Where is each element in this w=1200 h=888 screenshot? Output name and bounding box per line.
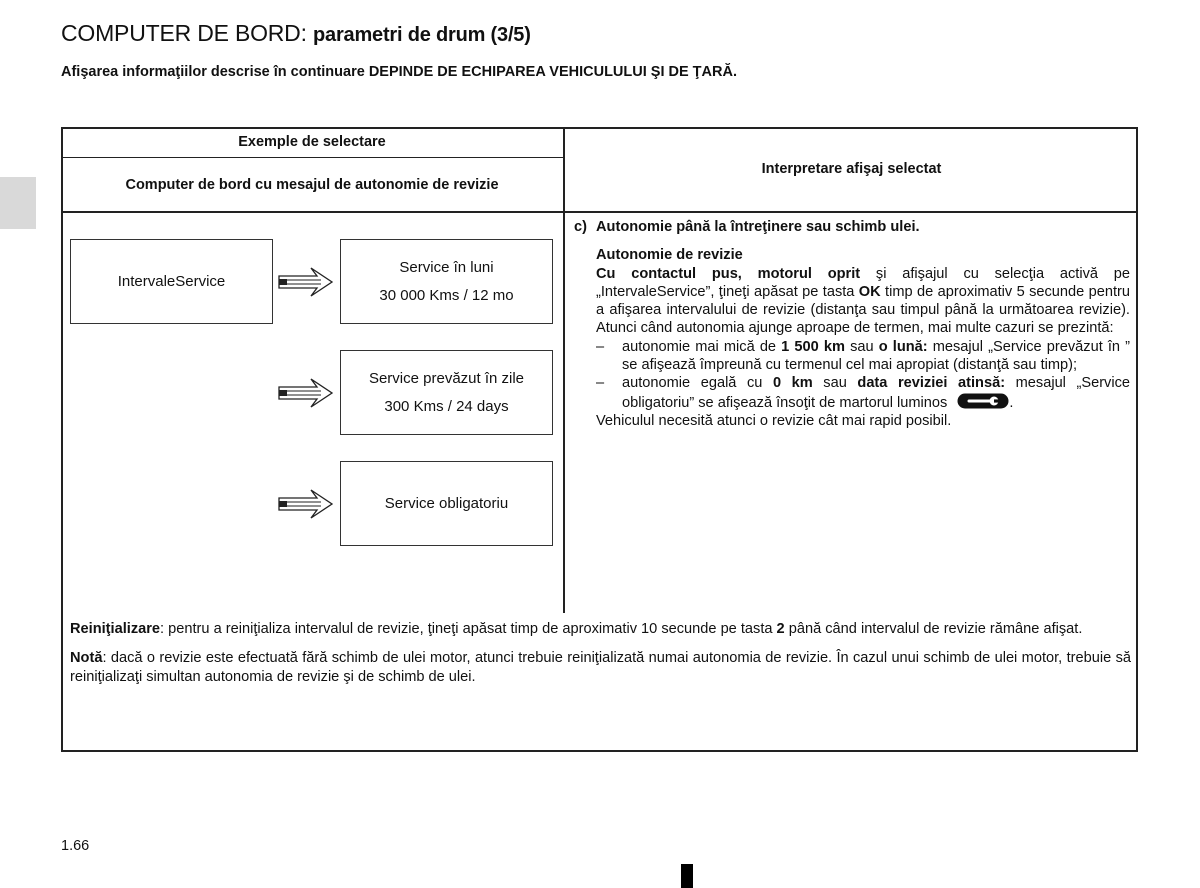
display-service-planned-line1: Service prevăzut în zile	[368, 369, 525, 387]
display-service-required-text: Service obligatoriu	[384, 494, 509, 512]
key-2: 2	[776, 621, 785, 637]
item-c-label: c)	[574, 219, 587, 235]
header-trip-computer: Computer de bord cu mesajul de autonomie de revizie	[125, 177, 499, 193]
condition-ignition: Cu contactul pus, motorul oprit	[596, 265, 861, 282]
case2-message: mesajul „Service obligatoriu” se afişează însoţit de martorul luminos	[622, 375, 1131, 411]
availability-notice: Afişarea informaţiilor descrise în continuare DEPINDE DE ECHIPAREA VEHICULULUI ŞI DE ŢARĂ.	[61, 64, 737, 80]
header-selection-examples: Exemple de selectare	[238, 134, 386, 150]
case-list	[574, 338, 1130, 412]
reset-paragraph	[70, 620, 1131, 639]
closing-sentence: Vehiculul necesită atunci o revizie cât mai rapid posibil.	[596, 412, 952, 429]
display-service-months-line2: 30 000 Kms / 12 mo	[379, 286, 514, 304]
display-service-months-line1: Service în luni	[399, 258, 494, 276]
display-service-planned	[340, 350, 553, 435]
page-title	[61, 20, 531, 47]
note-text: : dacă o revizie este efectuată fără schimb de ulei motor, atunci trebuie reiniţializată numai autonomia de revizie. În cazul unui schimb de ulei motor, trebuie să reiniţializaţi simultan autonomia de revizie şi de schimb de ulei.	[70, 650, 1131, 685]
display-service-required	[340, 461, 553, 546]
note-paragraph	[70, 649, 1131, 687]
table-column-divider	[563, 127, 565, 613]
interpretation-text	[574, 218, 1130, 430]
key-ok: OK	[858, 283, 881, 300]
title-main: COMPUTER DE BORD:	[61, 20, 307, 46]
paragraph-instructions-a: şi afişajul cu selecţia activă pe „IntervaleService”, ţineţi apăsat pe tasta	[596, 265, 1131, 300]
display-service-planned-line2: 300 Kms / 24 days	[384, 397, 509, 415]
item-c-title: Autonomie până la întreţinere sau schimb ulei.	[596, 219, 920, 235]
reset-text-a: : pentru a reiniţializa intervalul de revizie, ţineţi apăsat timp de aproximativ 10 secunde pe tasta	[160, 621, 777, 637]
chapter-tab-marker	[0, 177, 36, 229]
case2-or: sau	[812, 375, 858, 392]
display-service-months	[340, 239, 553, 324]
display-interval-service-text: IntervaleService	[117, 272, 226, 290]
item-c-heading	[574, 218, 1130, 236]
double-arrow-icon	[277, 489, 333, 519]
table-header-bottom-line	[61, 211, 1138, 213]
double-arrow-icon	[277, 267, 333, 297]
header-interpretation: Interpretare afişaj selectat	[761, 161, 942, 177]
paragraph-instructions-b: timp de aproximativ 5 secunde pentru a afişarea intervalului de revizie (distanţa sau timpul până la următoarea revizie). Atunci când autonomia ajunge aproape de termen, mai multe cazuri se prezintă:	[596, 283, 1131, 337]
case1-month: o lună:	[878, 338, 928, 355]
case2-end: .	[1009, 394, 1014, 411]
display-interval-service	[70, 239, 273, 324]
case2-distance: 0 km	[772, 375, 813, 392]
case1-or: sau	[844, 338, 879, 355]
reset-label: Reiniţializare	[70, 621, 161, 637]
paragraph-instructions	[574, 265, 1130, 338]
case1-message: mesajul „Service prevăzut în ” se afişează împreună cu termenul cel mai apropiat (distanţă sau timp);	[622, 338, 1131, 374]
page-number: 1.66	[61, 838, 90, 854]
list-item	[596, 374, 1130, 412]
section-title-service-autonomy: Autonomie de revizie	[596, 247, 743, 264]
list-dash: –	[596, 338, 605, 355]
reset-text-b: până când intervalul de revizie rămâne afişat.	[784, 621, 1083, 637]
title-sub: parametri de drum (3/5)	[313, 24, 531, 46]
case1-a: autonomie mai mică de	[622, 338, 782, 355]
case2-a: autonomie egală cu	[622, 375, 773, 392]
wrench-warning-light-icon	[957, 393, 1009, 409]
reset-and-note	[70, 620, 1131, 697]
page-edge-marker	[681, 864, 693, 888]
table-header-divider	[61, 157, 565, 158]
list-dash: –	[596, 375, 605, 392]
list-item	[596, 338, 1130, 375]
double-arrow-icon	[277, 378, 333, 408]
case1-distance: 1 500 km	[781, 338, 845, 355]
note-label: Notă	[70, 650, 103, 666]
case2-date: data reviziei atinsă:	[857, 375, 1006, 392]
